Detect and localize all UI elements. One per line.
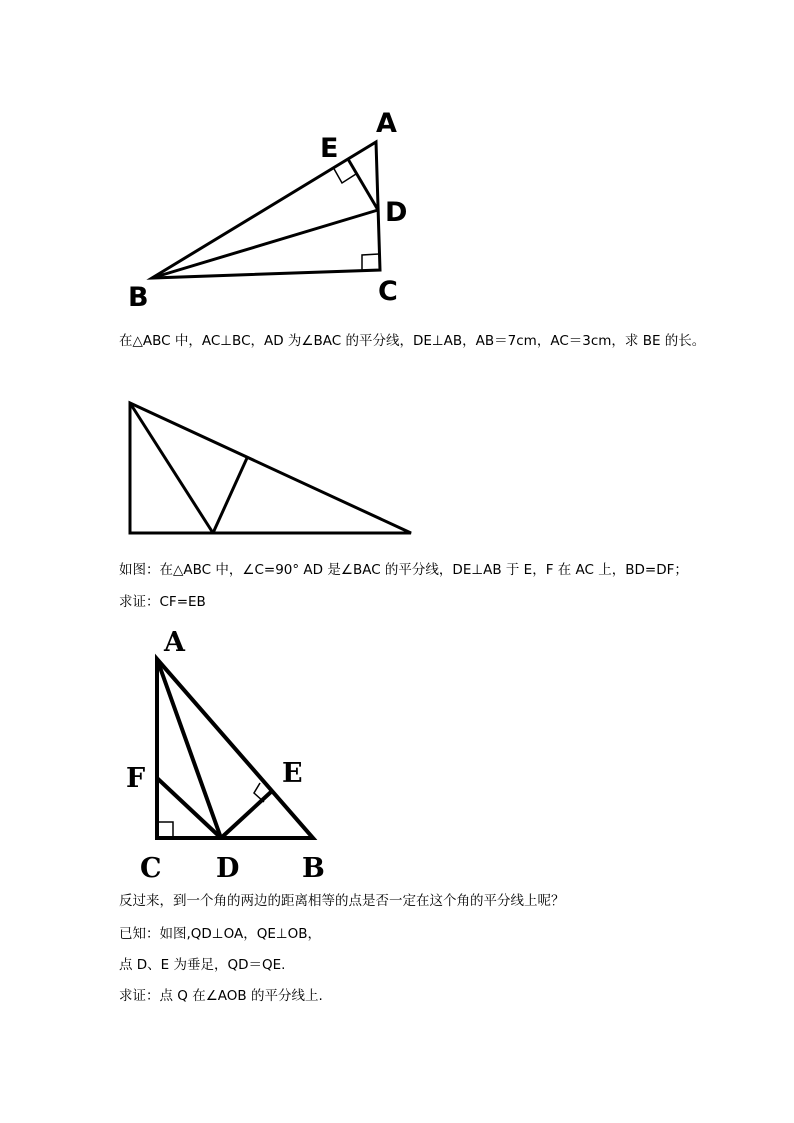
problem-2-line-1: 如图：在△ABC 中，∠C=90° AD 是∠BAC 的平分线，DE⊥AB 于 E，F 在 AC 上，BD=DF； — [119, 562, 688, 578]
label-a: A — [376, 108, 397, 139]
label-b: B — [128, 282, 149, 313]
right-angle-mark-c — [157, 822, 173, 838]
label-c: C — [378, 276, 398, 307]
label-d: D — [385, 197, 408, 228]
segment-ad — [157, 659, 221, 838]
problem-3-line-3: 点 D、E 为垂足，QD＝QE. — [119, 957, 286, 973]
label-a: A — [164, 627, 185, 658]
label-c: C — [140, 853, 162, 884]
label-f: F — [126, 763, 146, 794]
problem-3-line-2: 已知：如图,QD⊥OA，QE⊥OB， — [119, 926, 321, 942]
label-e: E — [282, 758, 303, 789]
problem-3-line-1: 反过来，到一个角的两边的距离相等的点是否一定在这个角的平分线上呢？ — [119, 893, 565, 909]
segment-de — [221, 791, 272, 838]
problem-1-text: 在△ABC 中，AC⊥BC，AD 为∠BAC 的平分线，DE⊥AB，AB＝7cm，AC＝3cm，求 BE 的长。 — [119, 333, 706, 349]
label-b: B — [302, 853, 325, 884]
problem-2-line-2: 求证：CF=EB — [119, 594, 206, 610]
label-d: D — [216, 853, 240, 884]
problem-3-line-4: 求证：点 Q 在∠AOB 的平分线上. — [119, 988, 323, 1004]
triangle-acb — [157, 659, 313, 838]
label-e: E — [320, 133, 339, 164]
